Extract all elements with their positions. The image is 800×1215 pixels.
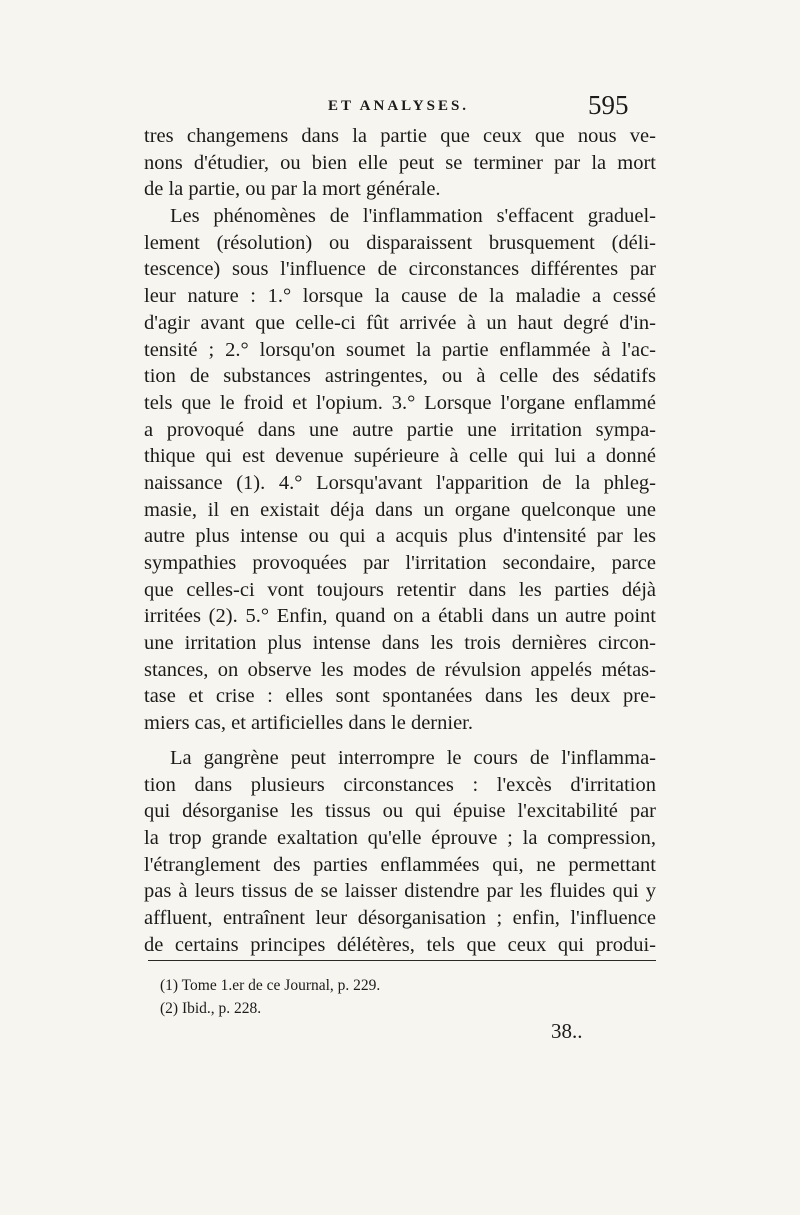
text-line: Les phénomènes de l'inflammation s'effacent graduel-: [170, 205, 656, 228]
text-line: de la partie, ou par la mort générale.: [144, 178, 441, 201]
text-line: lement (résolution) ou disparaissent brusquement (déli-: [144, 231, 656, 254]
text-line: tels que le froid et l'opium. 3.° Lorsque l'organe enflammé: [144, 391, 656, 414]
footnotes: [160, 974, 380, 1020]
text-line: irritées (2). 5.° Enfin, quand on a établi dans un autre point: [144, 605, 656, 628]
text-line: autre plus intense ou qui a acquis plus d'intensité par les: [144, 525, 656, 548]
text-line: naissance (1). 4.° Lorsqu'avant l'apparition de la phleg-: [144, 471, 656, 494]
body-text: [144, 123, 656, 958]
text-line: tres changemens dans la partie que ceux que nous ve-: [144, 125, 656, 147]
text-line: qui désorganise les tissus ou qui épuise l'excitabilité par: [144, 800, 656, 823]
footnote: (2) Ibid., p. 228.: [160, 1000, 262, 1017]
text-line: la trop grande exaltation qu'elle éprouve ; la compression,: [144, 826, 656, 849]
footnote: (1) Tome 1.er de ce Journal, p. 229.: [160, 977, 381, 994]
text-line: tase et crise : elles sont spontanées dans les deux pre-: [144, 685, 656, 708]
signature-mark: 38..: [551, 1019, 583, 1043]
text-line: affluent, entraînent leur désorganisation ; enfin, l'influence: [144, 906, 656, 929]
text-line: tion de substances astringentes, ou à celle des sédatifs: [144, 365, 656, 388]
text-line: l'étranglement des parties enflammées qui, ne permettant: [144, 853, 656, 876]
text-line: masie, il en existait déja dans un organe quelconque une: [144, 498, 656, 521]
text-line: tion dans plusieurs circonstances : l'excès d'irritation: [144, 773, 656, 796]
footnote-rule: [148, 960, 656, 961]
page-number: 595: [588, 90, 629, 120]
text-line: tescence) sous l'influence de circonstances différentes par: [144, 258, 656, 281]
text-line: a provoqué dans une autre partie une irritation sympa-: [144, 418, 656, 441]
text-line: d'agir avant que celle-ci fût arrivée à un haut degré d'in-: [144, 311, 656, 334]
running-head: ET ANALYSES.: [328, 98, 470, 114]
text-line: tensité ; 2.° lorsqu'on soumet la partie enflammée à l'ac-: [144, 338, 656, 361]
text-line: une irritation plus intense dans les trois dernières circon-: [144, 632, 656, 655]
paragraph-gap: [144, 737, 656, 745]
text-line: thique qui est devenue supérieure à celle qui lui a donné: [144, 445, 656, 468]
text-line: miers cas, et artificielles dans le dernier.: [144, 712, 474, 735]
text-line: La gangrène peut interrompre le cours de l'inflamma-: [170, 746, 656, 769]
text-line: pas à leurs tissus de se laisser distendre par les fluides qui y: [144, 880, 656, 903]
text-line: stances, on observe les modes de révulsion appelés métas-: [144, 658, 656, 681]
text-line: que celles-ci vont toujours retentir dans les parties déjà: [144, 578, 656, 601]
text-line: de certains principes délétères, tels que ceux qui produi-: [144, 933, 656, 956]
text-line: sympathies provoquées par l'irritation secondaire, parce: [144, 552, 656, 574]
text-line: leur nature : 1.° lorsque la cause de la maladie a cessé: [144, 285, 656, 308]
text-line: nons d'étudier, ou bien elle peut se terminer par la mort: [144, 151, 656, 174]
